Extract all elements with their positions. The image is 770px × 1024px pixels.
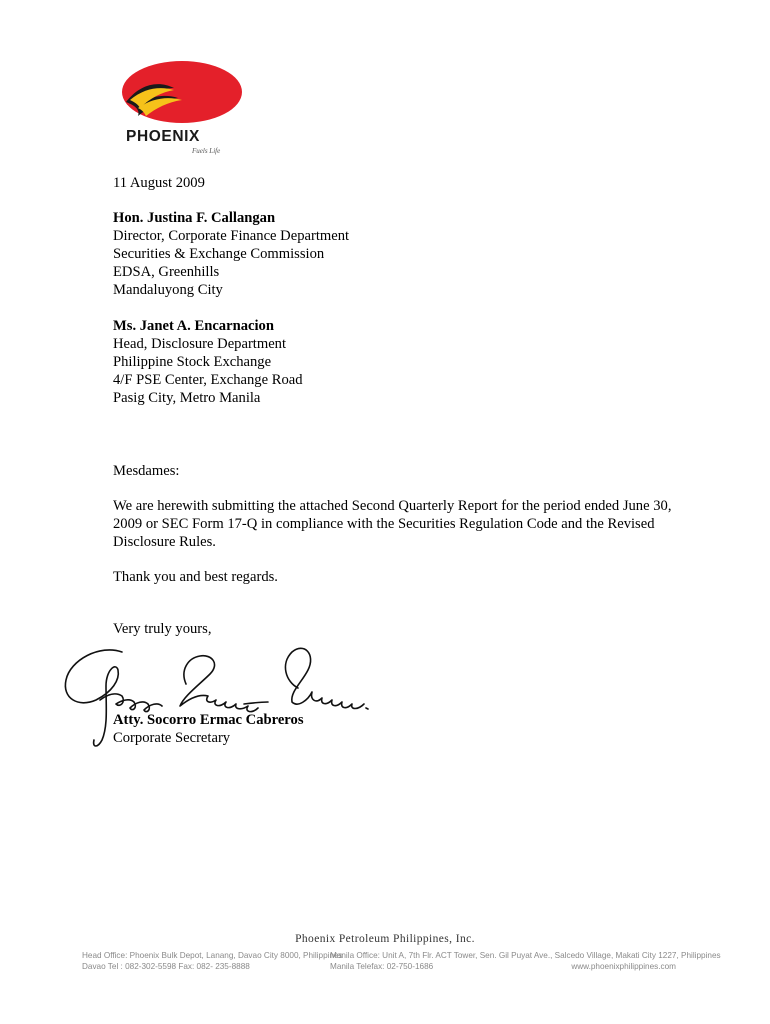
manila-office-address: Manila Office: Unit A, 7th Flr. ACT Tower, Sen. Gil Puyat Ave., Salcedo Village, Makati City 1227, Philippines [330,951,721,960]
phoenix-logo [118,58,246,158]
recipient-1-line: Director, Corporate Finance Department [113,228,350,244]
recipient-2-block [113,317,303,407]
handwritten-signature [60,630,390,760]
recipient-1-line: EDSA, Greenhills [113,264,220,280]
footer-head-office [82,950,343,972]
letter-date: 11 August 2009 [113,175,205,191]
phoenix-logo-graphic [118,58,246,158]
recipient-1-line: Mandaluyong City [113,282,223,298]
salutation: Mesdames: [113,463,180,479]
body-paragraph [113,497,713,551]
recipient-2-name: Ms. Janet A. Encarnacion [113,318,274,334]
footer-manila-office [330,950,721,972]
paragraph-line: Disclosure Rules. [113,534,216,550]
footer-company-name: Phoenix Petroleum Philippines, Inc. [295,933,475,945]
recipient-1-name: Hon. Justina F. Callangan [113,210,276,226]
recipient-2-line: 4/F PSE Center, Exchange Road [113,372,303,388]
signatory-title: Corporate Secretary [113,730,231,746]
closing-line: Very truly yours, [113,621,212,637]
thanks-line: Thank you and best regards. [113,569,278,585]
paragraph-line: We are herewith submitting the attached Second Quarterly Report for the period ended June 30, [113,498,672,514]
recipient-2-line: Pasig City, Metro Manila [113,390,261,406]
paragraph-line: 2009 or SEC Form 17-Q in compliance with the Securities Regulation Code and the Revised [113,516,655,532]
manila-telefax: Manila Telefax: 02-750-1686 [330,962,434,971]
footer-website: www.phoenixphilippines.com [571,962,676,971]
recipient-2-line: Head, Disclosure Department [113,336,287,352]
head-office-address: Head Office: Phoenix Bulk Depot, Lanang, Davao City 8000, Philippines [82,951,343,960]
signatory-name: Atty. Socorro Ermac Cabreros [113,712,304,728]
recipient-1-block [113,209,349,299]
recipient-2-line: Philippine Stock Exchange [113,354,272,370]
logo-tagline: Fuels Life [192,147,221,155]
logo-wordmark: PHOENIX [126,128,200,145]
davao-telephone: Davao Tel : 082-302-5598 Fax: 082- 235-8888 [82,962,250,971]
recipient-1-line: Securities & Exchange Commission [113,246,325,262]
